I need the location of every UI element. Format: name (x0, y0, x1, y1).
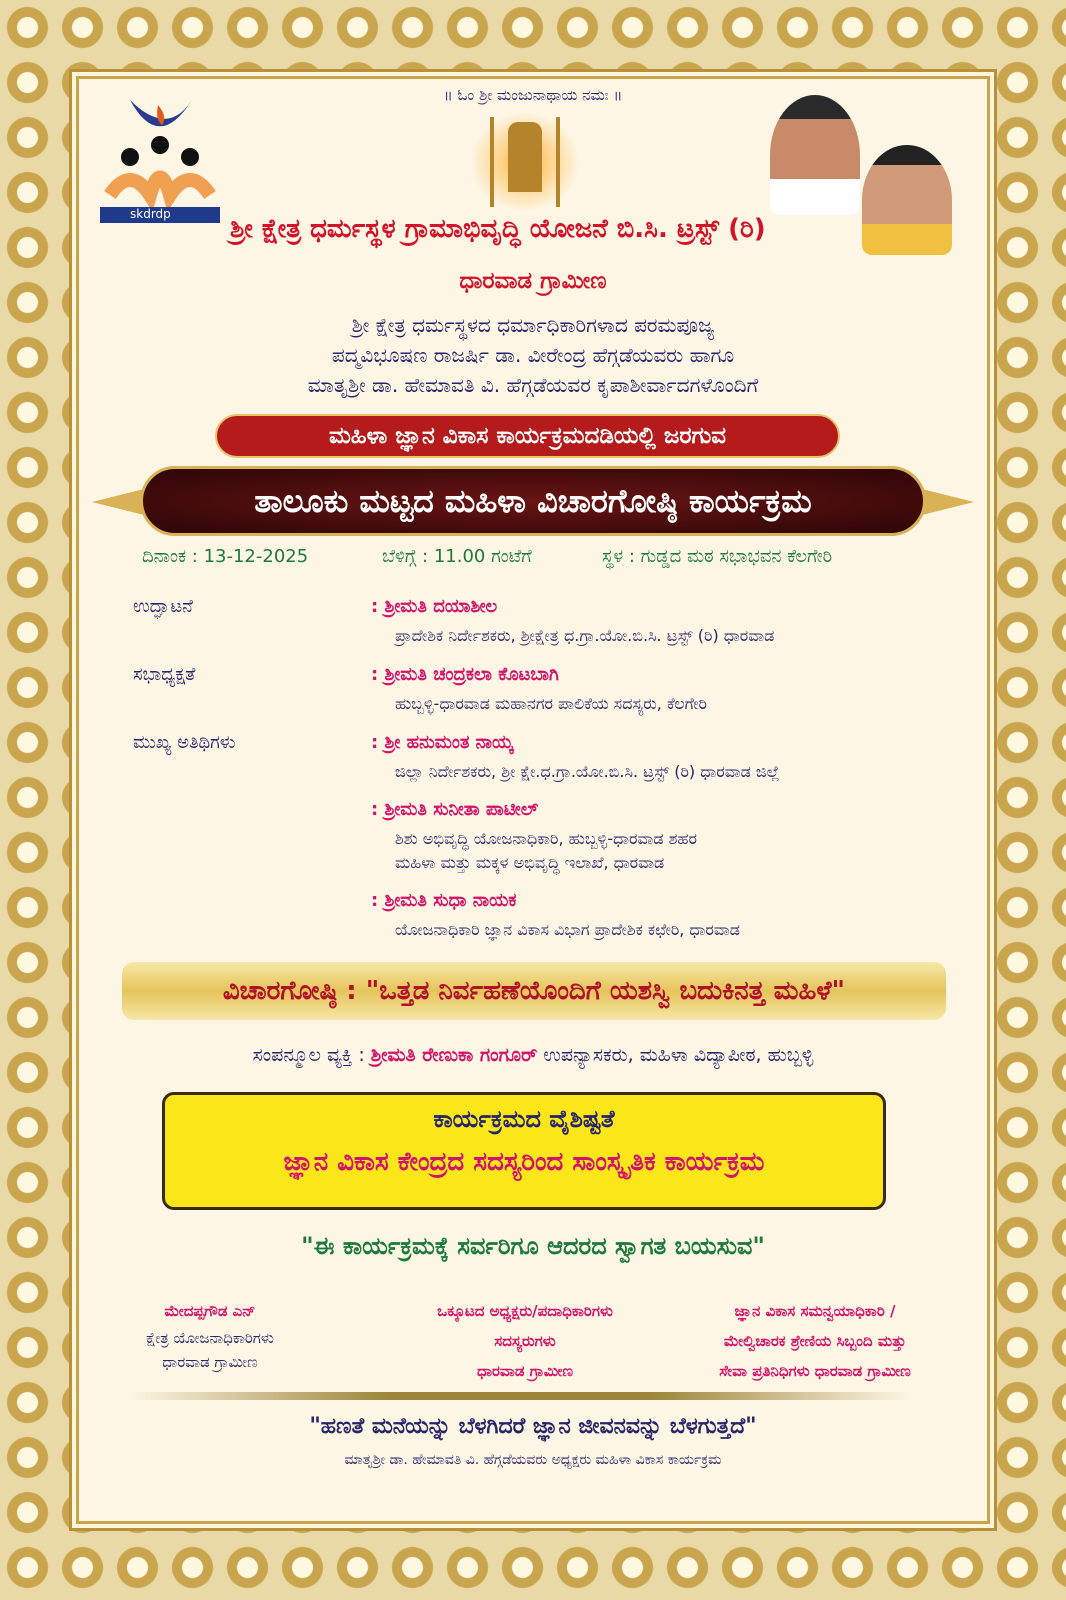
host-line: ಧಾರವಾಡ ಗ್ರಾಮೀಣ (162, 1353, 258, 1371)
footer-quote: "ಹಣತೆ ಮನೆಯನ್ನು ಬೆಳಗಿದರೆ ಜ್ಞಾನ ಜೀವನವನ್ನು ಬೆಳಗುತ್ತದೆ" (309, 1414, 757, 1439)
program-person: : ಶ್ರೀಮತಿ ದಯಾಶೀಲ (371, 596, 498, 617)
blessing-line: ಶ್ರೀ ಕ್ಷೇತ್ರ ಧರ್ಮಸ್ಥಳದ ಧರ್ಮಾಧಿಕಾರಿಗಳಾದ ಪರಮಪೂಜ್ಯ (351, 313, 715, 337)
program-desc: ಹುಬ್ಬಳ್ಳಿ-ಧಾರವಾಡ ಮಹಾನಗರ ಪಾಲಿಕೆಯ ಸದಸ್ಯರು, ಕೆಲಗೇರಿ (395, 694, 707, 713)
host-line: ಜ್ಞಾನ ವಿಕಾಸ ಸಮನ್ವಯಾಧಿಕಾರಿ / (734, 1302, 896, 1320)
event-date: ದಿನಾಂಕ : 13-12-2025 (142, 546, 309, 567)
host-column (360, 1296, 690, 1386)
program-desc: ಶಿಶು ಅಭಿವೃದ್ಧಿ ಯೋಜನಾಧಿಕಾರಿ, ಹುಬ್ಬಳ್ಳಿ-ಧಾರವಾಡ ಶಹರ (395, 829, 697, 848)
host-line: ಕ್ಷೇತ್ರ ಯೋಜನಾಧಿಕಾರಿಗಳು (146, 1329, 274, 1347)
photo-hemavathi-heggade (862, 145, 952, 255)
blessing-line: ಮಾತೃಶ್ರೀ ಡಾ. ಹೇಮಾವತಿ ವಿ. ಹೆಗ್ಗಡೆಯವರ ಕೃಪಾಶೀರ್ವಾದಗಳೊಂದಿಗೆ (307, 373, 759, 397)
host-column (660, 1296, 970, 1386)
program-role: ಸಭಾಧ್ಯಕ್ಷತೆ (133, 664, 196, 685)
invocation: ॥ ಓಂ ಶ್ರೀ ಮಂಜುನಾಥಾಯ ನಮಃ ॥ (443, 86, 623, 104)
temple-deity-icon (470, 112, 580, 212)
program-highlight-box (162, 1092, 886, 1210)
program-desc: ಯೋಜನಾಧಿಕಾರಿ ಜ್ಞಾನ ವಿಕಾಸ ವಿಭಾಗ ಪ್ರಾದೇಶಿಕ ಕಛೇರಿ, ಧಾರವಾಡ (395, 920, 740, 939)
event-venue: ಸ್ಥಳ : ಗುಡ್ಡದ ಮಠ ಸಭಾಭವನ ಕೆಲಗೇರಿ (602, 546, 833, 567)
host-line: ಮೇದಪ್ಪಗೌಡ ಎನ್ (164, 1302, 256, 1320)
host-line: ಸದಸ್ಯರುಗಳು (494, 1332, 556, 1350)
program-role: ಮುಖ್ಯ ಅತಿಥಿಗಳು (133, 732, 236, 753)
logo-text: skdrdp (130, 207, 171, 221)
seminar-topic: ವಿಚಾರಗೋಷ್ಠಿ : "ಒತ್ತಡ ನಿರ್ವಹಣೆಯೊಂದಿಗೆ ಯಶಸ್ವಿ ಬದುಕಿನತ್ತ ಮಹಿಳೆ" (122, 962, 946, 1020)
program-desc: ಮಹಿಳಾ ಮತ್ತು ಮಕ್ಕಳ ಅಭಿವೃದ್ಧಿ ಇಲಾಖೆ, ಧಾರವಾಡ (395, 853, 665, 872)
divider (130, 1392, 910, 1400)
welcome-message: "ಈ ಕಾರ್ಯಕ್ರಮಕ್ಕೆ ಸರ್ವರಿಗೂ ಆದರದ ಸ್ವಾಗತ ಬಯಸುವ" (301, 1232, 765, 1260)
blessing-text (0, 310, 1066, 400)
resource-role: ಉಪನ್ಯಾಸಕರು, ಮಹಿಳಾ ವಿದ್ಯಾಪೀಠ, ಹುಬ್ಬಳ್ಳಿ (543, 1044, 814, 1066)
program-person: : ಶ್ರೀ ಹನುಮಂತ ನಾಯ್ಕ (371, 732, 514, 753)
org-title: ಶ್ರೀ ಕ್ಷೇತ್ರ ಧರ್ಮಸ್ಥಳ ಗ್ರಾಮಾಭಿವೃದ್ಧಿ ಯೋಜನೆ ಬಿ.ಸಿ. ಟ್ರಸ್ಟ್ (ರಿ) (230, 214, 766, 244)
host-line: ಸೇವಾ ಪ್ರತಿನಿಧಿಗಳು ಧಾರವಾಡ ಗ್ರಾಮೀಣ (719, 1362, 911, 1380)
highlight-title: ಕಾರ್ಯಕ್ರಮದ ವೈಶಿಷ್ಟತೆ (433, 1105, 615, 1133)
skdrdp-logo (100, 95, 220, 225)
host-line: ಒಕ್ಕೂಟದ ಅಧ್ಯಕ್ಷರು/ಪದಾಧಿಕಾರಿಗಳು (437, 1302, 613, 1320)
footer-credit: ಮಾತೃಶ್ರೀ ಡಾ. ಹೇಮಾವತಿ ವಿ. ಹೆಗ್ಗಡೆಯವರು ಅಧ್ಯಕ್ಷರು ಮಹಿಳಾ ವಿಕಾಸ ಕಾರ್ಯಕ್ರಮ (344, 1452, 722, 1468)
host-line: ಧಾರವಾಡ ಗ್ರಾಮೀಣ (477, 1362, 573, 1380)
program-desc: ಪ್ರಾದೇಶಿಕ ನಿರ್ದೇಶಕರು, ಶ್ರೀಕ್ಷೇತ್ರ ಧ.ಗ್ರಾ.ಯೋ.ಬಿ.ಸಿ. ಟ್ರಸ್ಟ್ (ರಿ) ಧಾರವಾಡ (395, 626, 775, 645)
resource-label: ಸಂಪನ್ಮೂಲ ವ್ಯಕ್ತಿ : (252, 1044, 365, 1066)
highlight-text: ಜ್ಞಾನ ವಿಕಾಸ ಕೇಂದ್ರದ ಸದಸ್ಯರಿಂದ ಸಾಂಸ್ಕೃತಿಕ ಕಾರ್ಯಕ್ರಮ (283, 1147, 765, 1177)
region-title: ಧಾರವಾಡ ಗ್ರಾಮೀಣ (459, 268, 607, 294)
event-time: ಬೆಳಿಗ್ಗೆ : 11.00 ಗಂಟೆಗೆ (382, 546, 532, 567)
photo-veerendra-heggade (770, 95, 860, 215)
host-line: ಮೇಲ್ವಿಚಾರಕ ಶ್ರೇಣಿಯ ಸಿಬ್ಬಂದಿ ಮತ್ತು (723, 1332, 907, 1350)
program-person: : ಶ್ರೀಮತಿ ಸುಧಾ ನಾಯಕ (371, 890, 517, 911)
program-person: : ಶ್ರೀಮತಿ ಸುನೀತಾ ಪಾಟೀಲ್ (371, 799, 539, 820)
program-desc: ಜಿಲ್ಲಾ ನಿರ್ದೇಶಕರು, ಶ್ರೀ ಕ್ಷೇ.ಧ.ಗ್ರಾ.ಯೋ.ಬಿ.ಸಿ. ಟ್ರಸ್ಟ್ (ರಿ) ಧಾರವಾಡ ಜಿಲ್ಲೆ (395, 762, 780, 781)
event-title: ತಾಲೂಕು ಮಟ್ಟದ ಮಹಿಳಾ ವಿಚಾರಗೋಷ್ಠಿ ಕಾರ್ಯಕ್ರಮ (140, 466, 926, 536)
program-role: ಉದ್ಘಾಟನೆ (133, 596, 193, 617)
resource-name: ಶ್ರೀಮತಿ ರೇಣುಕಾ ಗಂಗೂರ್ (370, 1044, 538, 1066)
resource-person (0, 1044, 1066, 1066)
host-column (110, 1296, 310, 1374)
blessing-line: ಪದ್ಮವಿಭೂಷಣ ರಾಜರ್ಷಿ ಡಾ. ವೀರೇಂದ್ರ ಹೆಗ್ಗಡೆಯವರು ಹಾಗೂ (331, 343, 735, 367)
subtitle-pill: ಮಹಿಳಾ ಜ್ಞಾನ ವಿಕಾಸ ಕಾರ್ಯಕ್ರಮದಡಿಯಲ್ಲಿ ಜರಗುವ (215, 414, 840, 458)
program-person: : ಶ್ರೀಮತಿ ಚಂದ್ರಕಲಾ ಕೊಟಬಾಗಿ (371, 664, 559, 685)
